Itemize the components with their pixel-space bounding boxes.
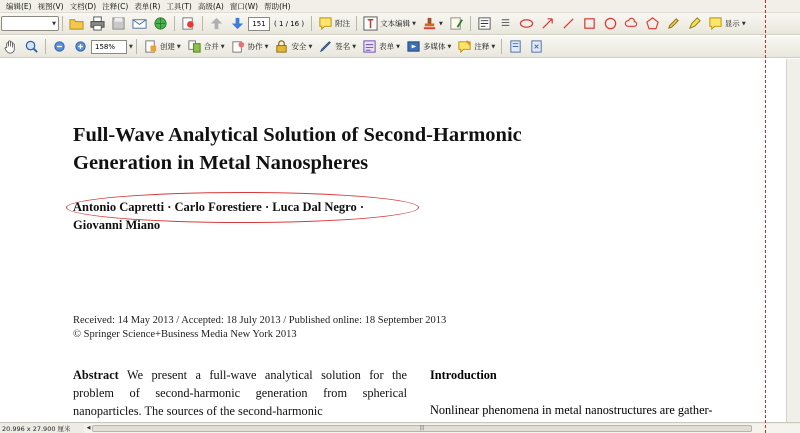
pencil-tool-button[interactable] — [663, 15, 684, 33]
zoom-level-input[interactable]: 158% — [91, 40, 127, 54]
menu-edit[interactable]: 编辑(E) — [6, 1, 32, 11]
hand-icon — [3, 39, 18, 54]
highlight-tool-button[interactable] — [684, 15, 705, 33]
show-label: 显示 — [724, 19, 740, 28]
chevron-down-icon: ▼ — [52, 20, 56, 27]
forms-label: 表单 — [379, 42, 395, 51]
authors — [73, 198, 364, 234]
cloud-icon — [624, 16, 639, 31]
menu-advanced[interactable]: 高级(A) — [197, 1, 224, 11]
email-button[interactable] — [129, 15, 150, 33]
status-bar — [0, 422, 800, 433]
received-dates: Received: 14 May 2013 / Accepted: 18 July 2013 / Published online: 18 September 2013 — [73, 315, 447, 326]
zoom-tool-button[interactable] — [21, 38, 42, 56]
forms-button[interactable] — [359, 38, 403, 56]
horizontal-scrollbar[interactable] — [84, 424, 800, 433]
collaborate-button[interactable] — [228, 38, 272, 56]
open-button[interactable] — [66, 15, 87, 33]
hand-tool-button[interactable] — [0, 38, 21, 56]
page-size: 20.996 x 27.900 厘米 — [2, 424, 71, 433]
text-edit-icon — [363, 16, 378, 31]
multimedia-icon — [406, 39, 421, 54]
print-icon — [90, 16, 105, 31]
secondary-toolbar — [0, 36, 800, 58]
fit-page-button[interactable] — [526, 38, 547, 56]
text-edit-label: 文本编辑 — [380, 19, 411, 28]
arrow-tool-button[interactable] — [537, 15, 558, 33]
document-view[interactable] — [0, 59, 800, 422]
zoom-in-button[interactable] — [70, 38, 91, 56]
authors-line-1: Antonio Capretti · Carlo Forestiere · Luca Dal Negro · — [73, 200, 365, 214]
comment-icon — [457, 39, 472, 54]
page-count: ( 1 / 16 ) — [274, 19, 305, 28]
paper-title — [73, 121, 673, 177]
save-icon — [111, 16, 126, 31]
form-icon — [362, 39, 377, 54]
pencil-icon — [666, 16, 681, 31]
find-icon — [181, 16, 196, 31]
merge-icon — [187, 39, 202, 54]
text-select-icon — [477, 16, 492, 31]
stamp-icon — [422, 16, 437, 31]
down-arrow-icon — [230, 16, 245, 31]
chevron-down-icon: ▼ — [447, 43, 452, 50]
previous-page-button[interactable] — [206, 15, 227, 33]
toolbar-divider — [174, 16, 175, 31]
comment-menu-button[interactable] — [454, 38, 498, 56]
show-button[interactable] — [705, 15, 749, 33]
comment-label: 附注 — [335, 19, 351, 28]
create-pdf-icon — [143, 39, 158, 54]
publication-info — [73, 314, 446, 342]
comment-button[interactable] — [315, 15, 353, 33]
chevron-down-icon: ▼ — [491, 43, 496, 50]
folder-icon — [69, 16, 84, 31]
up-arrow-icon — [209, 16, 224, 31]
chevron-down-icon: ▼ — [308, 43, 313, 50]
title-line-2: Generation in Metal Nanospheres — [73, 152, 369, 174]
ellipse-tool-button[interactable] — [516, 15, 537, 33]
circle-icon — [603, 16, 618, 31]
print-button[interactable] — [87, 15, 108, 33]
chevron-down-icon: ▼ — [220, 43, 225, 50]
multimedia-button[interactable] — [403, 38, 454, 56]
select-text-button[interactable] — [474, 15, 495, 33]
find-button[interactable] — [178, 15, 199, 33]
rectangle-tool-button[interactable] — [579, 15, 600, 33]
create-button[interactable] — [140, 38, 184, 56]
menu-view[interactable]: 视图(V) — [37, 1, 64, 11]
introduction-text: Nonlinear phenomena in metal nanostructures are gather- — [430, 403, 713, 417]
sticky-note-icon — [318, 16, 333, 31]
toolbar-divider — [311, 16, 312, 31]
search-web-icon — [153, 16, 168, 31]
arrow-icon — [540, 16, 555, 31]
abstract-label: Abstract — [73, 368, 119, 382]
stamp-button[interactable] — [419, 15, 446, 33]
collaborate-icon — [231, 39, 246, 54]
polygon-tool-button[interactable] — [642, 15, 663, 33]
collaborate-label: 协作 — [247, 42, 263, 51]
zoom-out-button[interactable] — [49, 38, 70, 56]
chevron-down-icon: ▼ — [396, 43, 401, 50]
touchup-button[interactable] — [446, 15, 467, 33]
copyright: © Springer Science+Business Media New York 2013 — [73, 329, 297, 340]
page-view-icon — [508, 39, 523, 54]
chevron-down-icon: ▼ — [352, 43, 357, 50]
toolbar-divider — [45, 39, 46, 54]
zoom-icon — [24, 39, 39, 54]
chevron-down-icon: ▼ — [176, 43, 181, 50]
merge-button[interactable] — [184, 38, 228, 56]
line-icon — [561, 16, 576, 31]
comments-list-icon — [708, 16, 723, 31]
circle-tool-button[interactable] — [600, 15, 621, 33]
secure-label: 安全 — [291, 42, 307, 51]
zoom-in-icon — [73, 39, 88, 54]
scrollbar-thumb[interactable]: ||| — [92, 425, 752, 432]
sign-button[interactable] — [315, 38, 359, 56]
multimedia-label: 多媒体 — [423, 42, 446, 51]
email-icon — [132, 16, 147, 31]
toolbar-divider — [62, 16, 63, 31]
title-line-1: Full-Wave Analytical Solution of Second-Harmonic — [73, 124, 522, 146]
authors-line-2: Giovanni Miano — [73, 218, 161, 232]
menu-comments[interactable]: 注释(C) — [102, 1, 129, 11]
text-edit-button[interactable] — [360, 15, 419, 33]
comment-menu-label: 注释 — [474, 42, 490, 51]
menu-bar — [0, 0, 800, 13]
highlight-icon — [687, 16, 702, 31]
menu-tools[interactable]: 工具(T) — [166, 1, 192, 11]
secure-button[interactable] — [271, 38, 315, 56]
toolbar-divider — [470, 16, 471, 31]
single-page-view-button[interactable] — [505, 38, 526, 56]
page-number-input[interactable]: 151 — [248, 17, 270, 31]
create-label: 创建 — [159, 42, 175, 51]
polygon-icon — [645, 16, 660, 31]
menu-forms[interactable]: 表单(R) — [134, 1, 161, 11]
next-page-button[interactable] — [227, 15, 248, 33]
vertical-scrollbar[interactable] — [786, 59, 800, 422]
menu-document[interactable]: 文档(D) — [69, 1, 97, 11]
chevron-down-icon: ▼ — [741, 20, 746, 27]
chevron-down-icon: ▼ — [264, 43, 269, 50]
scroll-left-icon[interactable]: ◀ — [86, 425, 91, 431]
introduction-heading: Introduction — [430, 368, 497, 382]
margin-guide — [765, 0, 766, 433]
save-button[interactable] — [108, 15, 129, 33]
line-tool-button[interactable] — [558, 15, 579, 33]
pen-icon — [318, 39, 333, 54]
search-web-button[interactable] — [150, 15, 171, 33]
view-dropdown[interactable] — [1, 16, 59, 31]
text-box-icon — [498, 16, 513, 31]
fit-page-icon — [529, 39, 544, 54]
menu-help[interactable]: 帮助(H) — [264, 1, 291, 11]
abstract — [73, 366, 407, 420]
cloud-tool-button[interactable] — [621, 15, 642, 33]
touchup-icon — [449, 16, 464, 31]
abstract-text: We present a full-wave analytical solution for the problem of second-harmonic generation from spherical nanoparticles. The sources of the second-harmonic — [73, 368, 407, 418]
lock-icon — [274, 39, 289, 54]
toolbar-divider — [356, 16, 357, 31]
chevron-down-icon: ▼ — [438, 20, 443, 27]
zoom-out-icon — [52, 39, 67, 54]
main-toolbar — [0, 13, 800, 35]
ellipse-icon — [519, 16, 534, 31]
toolbar-divider — [501, 39, 502, 54]
chevron-down-icon[interactable]: ▼ — [129, 43, 133, 50]
toolbar-divider — [202, 16, 203, 31]
text-box-button[interactable] — [495, 15, 516, 33]
merge-label: 合并 — [203, 42, 219, 51]
menu-window[interactable]: 窗口(W) — [229, 1, 259, 11]
chevron-down-icon: ▼ — [412, 20, 416, 27]
rectangle-icon — [582, 16, 597, 31]
toolbar-divider — [136, 39, 137, 54]
sign-label: 签名 — [335, 42, 351, 51]
